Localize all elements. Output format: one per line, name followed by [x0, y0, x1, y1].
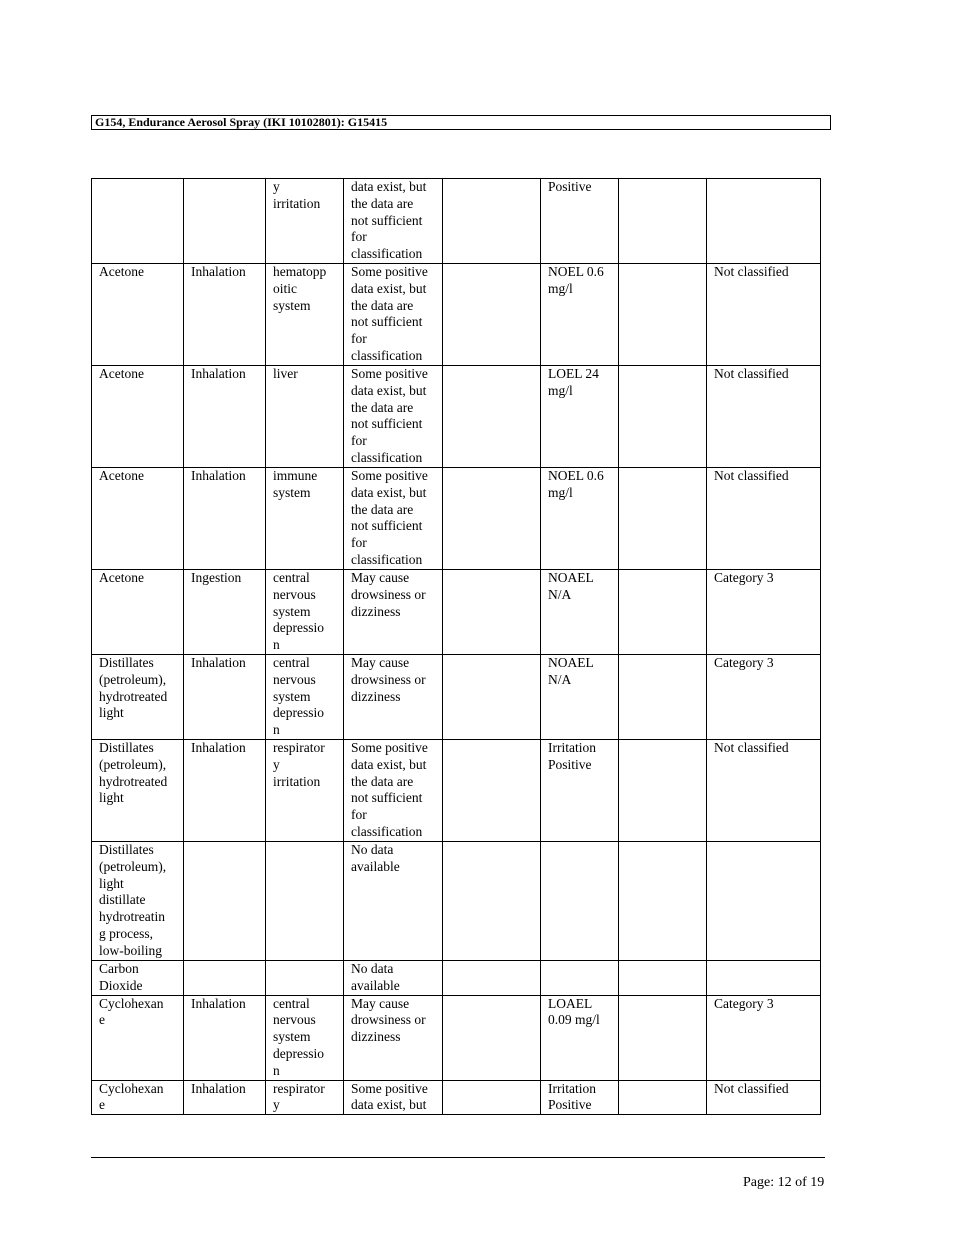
cell-text-line: mg/l: [548, 280, 573, 296]
cell-text-line: Carbon: [99, 961, 139, 976]
ingredient-cell: [92, 961, 184, 996]
footer-divider: [91, 1157, 825, 1158]
value-cell: [344, 264, 443, 366]
target-organ-cell: [266, 264, 344, 366]
table-row: [92, 1080, 821, 1115]
table-row: [92, 179, 821, 264]
cell-text-line: respirator: [273, 740, 325, 755]
ingredient-cell: [92, 842, 184, 961]
target-organ-cell: [266, 570, 344, 655]
test-result-cell: [541, 961, 619, 996]
exposure-duration-cell: [619, 179, 707, 264]
classification-cell: [707, 740, 821, 842]
cell-text-line: Inhalation: [191, 366, 246, 381]
ingredient-cell: [92, 264, 184, 366]
cell-text-line: depressio: [273, 1045, 324, 1061]
route-cell: [184, 366, 266, 468]
ingredient-cell: [92, 366, 184, 468]
cell-text-line: Some positive: [351, 740, 428, 755]
cell-text-line: light: [99, 790, 124, 806]
cell-text-line: oitic: [273, 280, 297, 296]
cell-text-line: Acetone: [99, 468, 144, 483]
cell-text-line: not sufficient: [351, 212, 423, 228]
exposure-duration-cell: [619, 468, 707, 570]
table-row: [92, 842, 821, 961]
cell-text-line: the data are: [351, 195, 414, 211]
cell-text-line: central: [273, 655, 310, 670]
cell-text-line: for: [351, 535, 367, 551]
target-organ-cell: [266, 842, 344, 961]
cell-text-line: data exist, but: [351, 382, 427, 398]
cell-text-line: irritation: [273, 195, 321, 211]
exposure-duration-cell: [619, 740, 707, 842]
test-result-cell: [541, 179, 619, 264]
cell-text-line: hematopp: [273, 264, 327, 279]
cell-text-line: hydrotreated: [99, 773, 168, 789]
cell-text-line: (petroleum),: [99, 756, 167, 772]
cell-text-line: Inhalation: [191, 740, 246, 755]
cell-text-line: dizziness: [351, 688, 401, 704]
table-row: [92, 740, 821, 842]
cell-text-line: data exist, but: [351, 756, 427, 772]
target-organ-cell: [266, 468, 344, 570]
classification-cell: [707, 1080, 821, 1115]
cell-text-line: data exist, but: [351, 179, 427, 194]
exposure-duration-cell: [619, 995, 707, 1080]
route-cell: [184, 961, 266, 996]
cell-text-line: drowsiness or: [351, 586, 426, 602]
page-number: Page: 12 of 19: [743, 1175, 825, 1190]
cell-text-line: n: [273, 1062, 280, 1078]
cell-text-line: (petroleum),: [99, 671, 167, 687]
ingredient-cell: [92, 179, 184, 264]
test-result-cell: [541, 366, 619, 468]
table-row: [92, 655, 821, 740]
exposure-duration-cell: [619, 1080, 707, 1115]
species-cell: [443, 740, 541, 842]
cell-text-line: Category 3: [714, 995, 774, 1011]
cell-text-line: liver: [273, 366, 298, 381]
cell-text-line: mg/l: [548, 484, 573, 500]
classification-cell: [707, 961, 821, 996]
cell-text-line: nervous: [273, 1012, 316, 1028]
species-cell: [443, 570, 541, 655]
classification-cell: [707, 264, 821, 366]
test-result-cell: [541, 264, 619, 366]
cell-text-line: classification: [351, 347, 423, 363]
cell-text-line: n: [273, 637, 280, 653]
cell-text-line: Positive: [548, 179, 592, 194]
exposure-duration-cell: [619, 570, 707, 655]
cell-text-line: available: [351, 858, 400, 874]
cell-text-line: Distillates: [99, 740, 154, 755]
exposure-duration-cell: [619, 961, 707, 996]
cell-text-line: y: [273, 1097, 280, 1113]
cell-text-line: not sufficient: [351, 518, 423, 534]
cell-text-line: the data are: [351, 773, 414, 789]
document-title: G154, Endurance Aerosol Spray (IKI 10102801): G15415: [95, 115, 388, 129]
ingredient-cell: [92, 655, 184, 740]
test-result-cell: [541, 570, 619, 655]
cell-text-line: Cyclohexan: [99, 995, 164, 1011]
cell-text-line: not sufficient: [351, 416, 423, 432]
value-cell: [344, 655, 443, 740]
ingredient-cell: [92, 740, 184, 842]
cell-text-line: irritation: [273, 773, 321, 789]
toxicity-table-body: [92, 179, 821, 1115]
cell-text-line: nervous: [273, 586, 316, 602]
cell-text-line: classification: [351, 823, 423, 839]
cell-text-line: Inhalation: [191, 468, 246, 483]
cell-text-line: data exist, but: [351, 484, 427, 500]
cell-text-line: hydrotreatin: [99, 909, 165, 925]
cell-text-line: the data are: [351, 297, 414, 313]
species-cell: [443, 961, 541, 996]
route-cell: [184, 1080, 266, 1115]
cell-text-line: Not classified: [714, 740, 789, 755]
cell-text-line: e: [99, 1012, 105, 1028]
value-cell: [344, 842, 443, 961]
cell-text-line: hydrotreated: [99, 688, 168, 704]
cell-text-line: Distillates: [99, 842, 154, 857]
cell-text-line: (petroleum),: [99, 858, 167, 874]
cell-text-line: Category 3: [714, 655, 774, 670]
cell-text-line: central: [273, 995, 310, 1011]
cell-text-line: dizziness: [351, 603, 401, 619]
cell-text-line: system: [273, 1029, 311, 1045]
cell-text-line: Inhalation: [191, 1080, 246, 1096]
cell-text-line: not sufficient: [351, 790, 423, 806]
classification-cell: [707, 366, 821, 468]
cell-text-line: Acetone: [99, 570, 144, 585]
value-cell: [344, 961, 443, 996]
route-cell: [184, 655, 266, 740]
table-row: [92, 468, 821, 570]
cell-text-line: for: [351, 807, 367, 823]
cell-text-line: Inhalation: [191, 995, 246, 1011]
exposure-duration-cell: [619, 366, 707, 468]
cell-text-line: Irritation: [548, 740, 596, 755]
target-organ-cell: [266, 740, 344, 842]
classification-cell: [707, 468, 821, 570]
cell-text-line: low-boiling: [99, 942, 162, 958]
target-organ-cell: [266, 366, 344, 468]
cell-text-line: classification: [351, 449, 423, 465]
value-cell: [344, 740, 443, 842]
cell-text-line: Ingestion: [191, 570, 242, 585]
cell-text-line: Distillates: [99, 655, 154, 670]
table-row: [92, 570, 821, 655]
cell-text-line: light: [99, 705, 124, 721]
target-organ-cell: [266, 961, 344, 996]
target-organ-cell: [266, 995, 344, 1080]
species-cell: [443, 366, 541, 468]
cell-text-line: distillate: [99, 892, 146, 908]
classification-cell: [707, 995, 821, 1080]
value-cell: [344, 570, 443, 655]
cell-text-line: NOEL 0.6: [548, 264, 604, 279]
exposure-duration-cell: [619, 264, 707, 366]
ingredient-cell: [92, 995, 184, 1080]
species-cell: [443, 179, 541, 264]
cell-text-line: N/A: [548, 671, 572, 687]
classification-cell: [707, 570, 821, 655]
value-cell: [344, 366, 443, 468]
cell-text-line: NOAEL: [548, 570, 594, 585]
cell-text-line: Some positive: [351, 264, 428, 279]
cell-text-line: Acetone: [99, 366, 144, 381]
value-cell: [344, 1080, 443, 1115]
cell-text-line: Category 3: [714, 570, 774, 585]
cell-text-line: for: [351, 229, 367, 245]
cell-text-line: light: [99, 875, 124, 891]
cell-text-line: May cause: [351, 570, 410, 585]
classification-cell: [707, 655, 821, 740]
classification-cell: [707, 842, 821, 961]
cell-text-line: nervous: [273, 671, 316, 687]
route-cell: [184, 842, 266, 961]
species-cell: [443, 655, 541, 740]
test-result-cell: [541, 740, 619, 842]
cell-text-line: May cause: [351, 995, 410, 1011]
cell-text-line: depressio: [273, 705, 324, 721]
cell-text-line: available: [351, 977, 400, 993]
species-cell: [443, 1080, 541, 1115]
cell-text-line: LOEL 24: [548, 366, 599, 381]
test-result-cell: [541, 468, 619, 570]
target-organ-cell: [266, 655, 344, 740]
cell-text-line: system: [273, 297, 311, 313]
cell-text-line: NOEL 0.6: [548, 468, 604, 483]
cell-text-line: Inhalation: [191, 655, 246, 670]
route-cell: [184, 468, 266, 570]
cell-text-line: Acetone: [99, 264, 144, 279]
cell-text-line: Not classified: [714, 468, 789, 483]
cell-text-line: the data are: [351, 399, 414, 415]
cell-text-line: depressio: [273, 620, 324, 636]
classification-cell: [707, 179, 821, 264]
cell-text-line: central: [273, 570, 310, 585]
exposure-duration-cell: [619, 842, 707, 961]
target-organ-cell: [266, 179, 344, 264]
test-result-cell: [541, 1080, 619, 1115]
cell-text-line: for: [351, 331, 367, 347]
cell-text-line: Some positive: [351, 366, 428, 381]
test-result-cell: [541, 842, 619, 961]
route-cell: [184, 995, 266, 1080]
cell-text-line: No data: [351, 961, 394, 976]
cell-text-line: g process,: [99, 925, 153, 941]
species-cell: [443, 468, 541, 570]
cell-text-line: for: [351, 433, 367, 449]
target-organ-cell: [266, 1080, 344, 1115]
cell-text-line: mg/l: [548, 382, 573, 398]
cell-text-line: y: [273, 756, 280, 772]
exposure-duration-cell: [619, 655, 707, 740]
cell-text-line: data exist, but: [351, 280, 427, 296]
value-cell: [344, 995, 443, 1080]
cell-text-line: Not classified: [714, 366, 789, 381]
cell-text-line: immune: [273, 468, 318, 483]
table-row: [92, 264, 821, 366]
route-cell: [184, 179, 266, 264]
cell-text-line: respirator: [273, 1080, 325, 1096]
cell-text-line: Some positive: [351, 1080, 428, 1096]
route-cell: [184, 570, 266, 655]
test-result-cell: [541, 655, 619, 740]
cell-text-line: drowsiness or: [351, 1012, 426, 1028]
cell-text-line: not sufficient: [351, 314, 423, 330]
cell-text-line: y: [273, 179, 280, 194]
value-cell: [344, 179, 443, 264]
cell-text-line: Not classified: [714, 1080, 789, 1096]
cell-text-line: Irritation: [548, 1080, 596, 1096]
table-row: [92, 995, 821, 1080]
cell-text-line: dizziness: [351, 1029, 401, 1045]
cell-text-line: system: [273, 688, 311, 704]
cell-text-line: Positive: [548, 756, 592, 772]
cell-text-line: Dioxide: [99, 977, 143, 993]
cell-text-line: n: [273, 722, 280, 738]
cell-text-line: Some positive: [351, 468, 428, 483]
cell-text-line: system: [273, 484, 311, 500]
document-header: [91, 115, 831, 130]
route-cell: [184, 740, 266, 842]
cell-text-line: classification: [351, 246, 423, 262]
ingredient-cell: [92, 1080, 184, 1115]
cell-text-line: N/A: [548, 586, 572, 602]
cell-text-line: Not classified: [714, 264, 789, 279]
ingredient-cell: [92, 570, 184, 655]
toxicity-table: [91, 178, 821, 1115]
test-result-cell: [541, 995, 619, 1080]
cell-text-line: No data: [351, 842, 394, 857]
cell-text-line: LOAEL: [548, 995, 593, 1011]
cell-text-line: data exist, but: [351, 1097, 427, 1113]
cell-text-line: Positive: [548, 1097, 592, 1113]
cell-text-line: May cause: [351, 655, 410, 670]
cell-text-line: e: [99, 1097, 105, 1113]
table-row: [92, 961, 821, 996]
cell-text-line: system: [273, 603, 311, 619]
cell-text-line: classification: [351, 551, 423, 567]
cell-text-line: NOAEL: [548, 655, 594, 670]
route-cell: [184, 264, 266, 366]
cell-text-line: Cyclohexan: [99, 1080, 164, 1096]
cell-text-line: drowsiness or: [351, 671, 426, 687]
table-row: [92, 366, 821, 468]
value-cell: [344, 468, 443, 570]
ingredient-cell: [92, 468, 184, 570]
species-cell: [443, 842, 541, 961]
species-cell: [443, 264, 541, 366]
cell-text-line: Inhalation: [191, 264, 246, 279]
cell-text-line: 0.09 mg/l: [548, 1012, 600, 1028]
cell-text-line: the data are: [351, 501, 414, 517]
species-cell: [443, 995, 541, 1080]
